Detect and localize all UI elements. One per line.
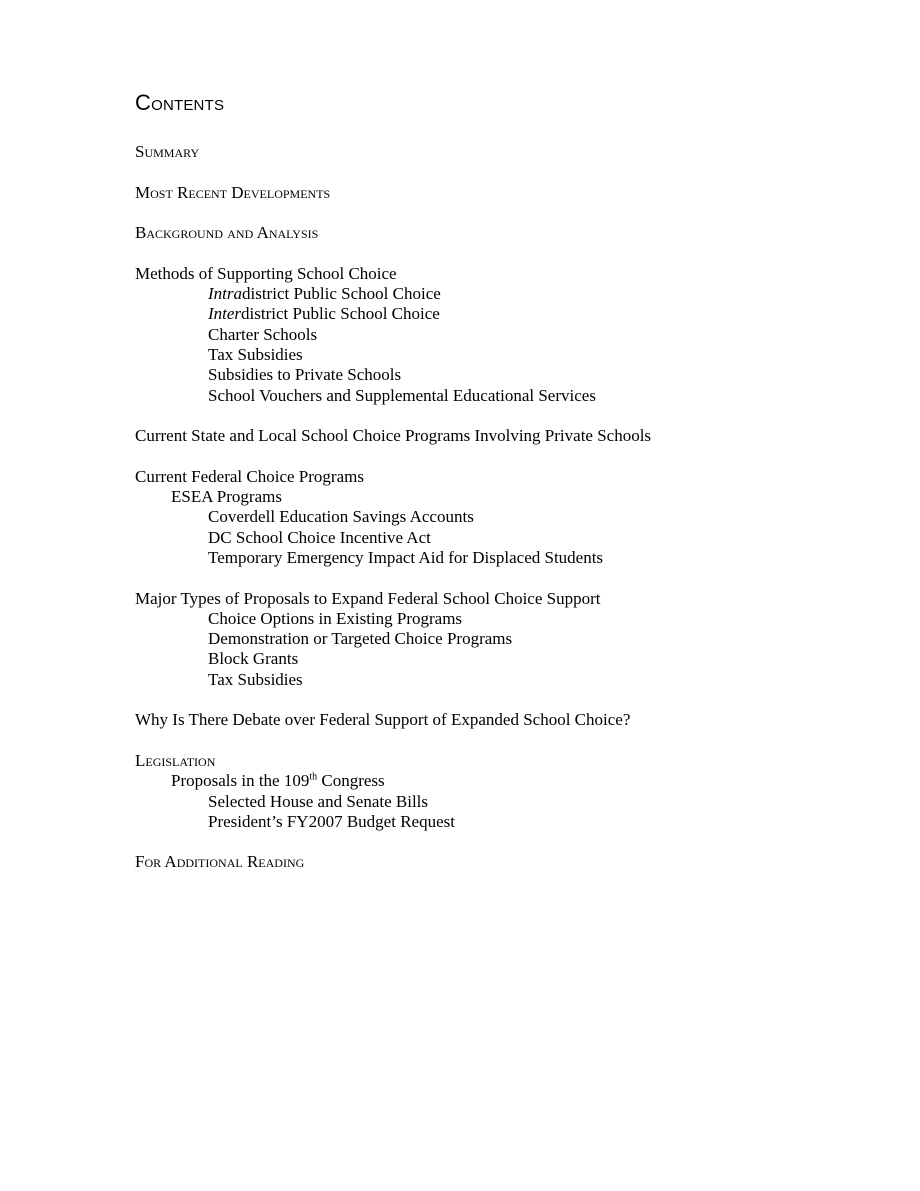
inter-rest: district Public School Choice: [241, 304, 440, 324]
toc-current-state-local[interactable]: Current State and Local School Choice Programs Involving Private Schools: [135, 426, 652, 446]
toc-subsidies-private-schools[interactable]: Subsidies to Private Schools: [208, 365, 402, 385]
spacer: [135, 568, 895, 588]
spacer: [135, 406, 895, 426]
spacer: [135, 162, 895, 182]
toc-demonstration-programs[interactable]: Demonstration or Targeted Choice Programs: [208, 629, 513, 649]
toc-dc-school-choice[interactable]: DC School Choice Incentive Act: [208, 527, 431, 547]
toc-choice-options[interactable]: Choice Options in Existing Programs: [208, 608, 463, 628]
toc-legislation[interactable]: Legislation: [135, 750, 216, 770]
table-of-contents: [135, 142, 895, 873]
toc-interdistrict-choice[interactable]: [135, 304, 895, 324]
toc-school-vouchers[interactable]: School Vouchers and Supplemental Educational Services: [208, 385, 596, 405]
toc-debate[interactable]: Why Is There Debate over Federal Support of Expanded School Choice?: [135, 710, 631, 730]
toc-intradistrict-choice[interactable]: [135, 284, 895, 304]
spacer: [135, 690, 895, 710]
toc-federal-heading[interactable]: Current Federal Choice Programs: [135, 466, 364, 486]
toc-house-senate-bills[interactable]: Selected House and Senate Bills: [208, 791, 429, 811]
toc-esea-programs[interactable]: ESEA Programs: [171, 487, 282, 507]
spacer: [135, 203, 895, 223]
spacer: [135, 243, 895, 263]
toc-proposal-tax-subsidies[interactable]: Tax Subsidies: [208, 669, 303, 689]
intra-rest: district Public School Choice: [242, 284, 441, 304]
toc-summary[interactable]: Summary: [135, 142, 200, 161]
congress-prefix: Proposals in the 109: [171, 771, 310, 791]
toc-proposals-109th-congress[interactable]: [135, 771, 895, 791]
inter-prefix: Inter: [208, 304, 242, 324]
toc-proposals-heading[interactable]: Major Types of Proposals to Expand Federal School Choice Support: [135, 588, 601, 608]
toc-budget-request[interactable]: President’s FY2007 Budget Request: [208, 811, 455, 831]
toc-impact-aid[interactable]: Temporary Emergency Impact Aid for Displaced Students: [208, 547, 604, 567]
spacer: [135, 731, 895, 751]
toc-tax-subsidies[interactable]: Tax Subsidies: [208, 344, 303, 364]
page-title: Contents: [135, 90, 225, 115]
toc-coverdell[interactable]: Coverdell Education Savings Accounts: [208, 507, 474, 527]
toc-most-recent-developments[interactable]: Most Recent Developments: [135, 182, 331, 202]
toc-additional-reading[interactable]: For Additional Reading: [135, 852, 305, 872]
congress-ordinal: th: [309, 771, 318, 783]
spacer: [135, 446, 895, 466]
toc-block-grants[interactable]: Block Grants: [208, 649, 299, 669]
toc-charter-schools[interactable]: Charter Schools: [208, 324, 318, 344]
spacer: [135, 832, 895, 852]
intra-prefix: Intra: [208, 284, 242, 304]
congress-suffix: Congress: [317, 771, 385, 791]
toc-methods-heading[interactable]: Methods of Supporting School Choice: [135, 263, 397, 283]
toc-background-and-analysis[interactable]: Background and Analysis: [135, 223, 319, 243]
